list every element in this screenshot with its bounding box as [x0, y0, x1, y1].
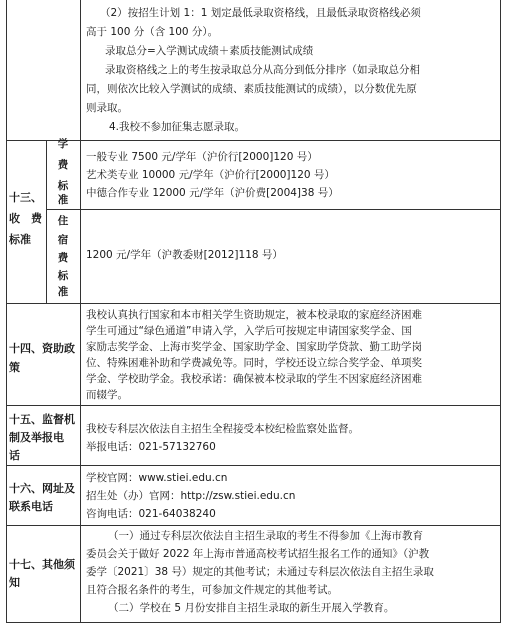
aid-line: 家励志奖学金、上海市奖学金、国家助学金、国家助学贷款、勤工助学岗 — [86, 341, 422, 353]
aid-line: 学金、学校助学金。我校承诺：确保被本校录取的学生不因家庭经济困难 — [86, 373, 422, 385]
section-13-label: 标准 — [9, 233, 31, 246]
row-divider — [46, 209, 501, 210]
admission-item4: 4.我校不参加征集志愿录取。 — [109, 121, 246, 133]
consult-phone-line: 咨询电话：021-64038240 — [86, 508, 216, 520]
admission-formula: 录取总分=入学测试成绩＋素质技能测试成绩 — [105, 45, 314, 57]
admission-text: （2）按招生计划 1：1 划定最低录取资格线，且最低录取资格线必须 — [100, 7, 421, 19]
column-divider — [80, 0, 81, 623]
other-line: （二）学校在 5 月份安排自主招生录取的新生开展入学教育。 — [108, 602, 395, 614]
table-border-right — [500, 0, 501, 623]
row-divider — [6, 525, 501, 526]
tuition-label: 标 — [57, 180, 69, 192]
section-17-label: 知 — [9, 576, 20, 589]
row-divider — [6, 303, 501, 304]
lodging-line: 1200 元/学年（沪教委财[2012]118 号） — [86, 249, 283, 261]
section-14-label: 策 — [9, 361, 20, 374]
tuition-line: 一般专业 7500 元/学年（沪价行[2000]120 号） — [86, 151, 318, 163]
row-divider — [6, 405, 501, 406]
supervision-line: 举报电话：021-57132760 — [86, 441, 216, 453]
section-14-label: 十四、资助政 — [9, 342, 75, 355]
other-line: 且符合报名条件的考生，可参加文件规定的其他考试。 — [86, 584, 338, 596]
section-15-label: 制及举报电 — [9, 431, 64, 444]
section-15-label: 话 — [9, 449, 20, 462]
other-line: （一）通过专科层次依法自主招生录取的考生不得参加《上海市教育 — [108, 530, 423, 542]
lodging-label: 标 — [57, 270, 69, 282]
other-line: 委员会关于做好 2022 年上海市普通高校考试招生报名工作的通知》（沪教 — [86, 548, 430, 560]
other-line: 委学〔2021〕38 号）规定的其他考试；未通过专科层次依法自主招生录取 — [86, 566, 434, 578]
lodging-label: 住 — [57, 215, 69, 227]
tuition-line: 艺术类专业 10000 元/学年（沪价行[2000]120 号） — [86, 169, 335, 181]
admissions-website-line[interactable]: 招生处（办）官网：http://zsw.stiei.edu.cn — [86, 490, 296, 502]
tuition-line: 中德合作专业 12000 元/学年（沪价费[2004]38 号） — [86, 187, 339, 199]
aid-line: 位、特殊困难补助和学费减免等。同时，学校还设立综合奖学金、单项奖 — [86, 357, 422, 369]
lodging-label: 费 — [57, 252, 69, 264]
aid-line: 我校认真执行国家和本市相关学生资助规定，被本校录取的家庭经济困难 — [86, 309, 422, 321]
tuition-label: 学 — [57, 138, 69, 150]
tuition-label: 费 — [57, 159, 69, 171]
aid-line: 学生可通过“绿色通道”申请入学，入学后可按规定申请国家奖学金、国 — [86, 325, 412, 337]
lodging-label: 准 — [57, 286, 69, 298]
website-line[interactable]: 学校官网：www.stiei.edu.cn — [86, 472, 228, 484]
aid-line: 而辍学。 — [86, 389, 128, 401]
section-17-label: 十七、其他须 — [9, 558, 75, 571]
tuition-label: 准 — [57, 194, 69, 206]
table-border-left — [6, 0, 7, 623]
section-16-label: 联系电话 — [9, 500, 53, 513]
lodging-label: 宿 — [57, 234, 69, 246]
supervision-line: 我校专科层次依法自主招生全程接受本校纪检监察处监督。 — [86, 423, 359, 435]
row-divider — [6, 465, 501, 466]
section-13-label: 收 费 — [9, 212, 42, 225]
admission-text: 录取资格线之上的考生按录取总分从高分到低分排序（如录取总分相 — [105, 64, 420, 76]
subcolumn-divider — [46, 140, 47, 303]
section-13-label: 十三、 — [9, 191, 42, 204]
admission-text: 则录取。 — [86, 102, 128, 114]
section-15-label: 十五、监督机 — [9, 413, 75, 426]
section-16-label: 十六、网址及 — [9, 482, 75, 495]
row-divider — [6, 140, 501, 141]
admission-text: 同，则依次比较入学测试的成绩、素质技能测试的成绩），以分数优先原 — [86, 83, 417, 95]
admission-text: 高于 100 分（含 100 分）。 — [86, 26, 219, 38]
